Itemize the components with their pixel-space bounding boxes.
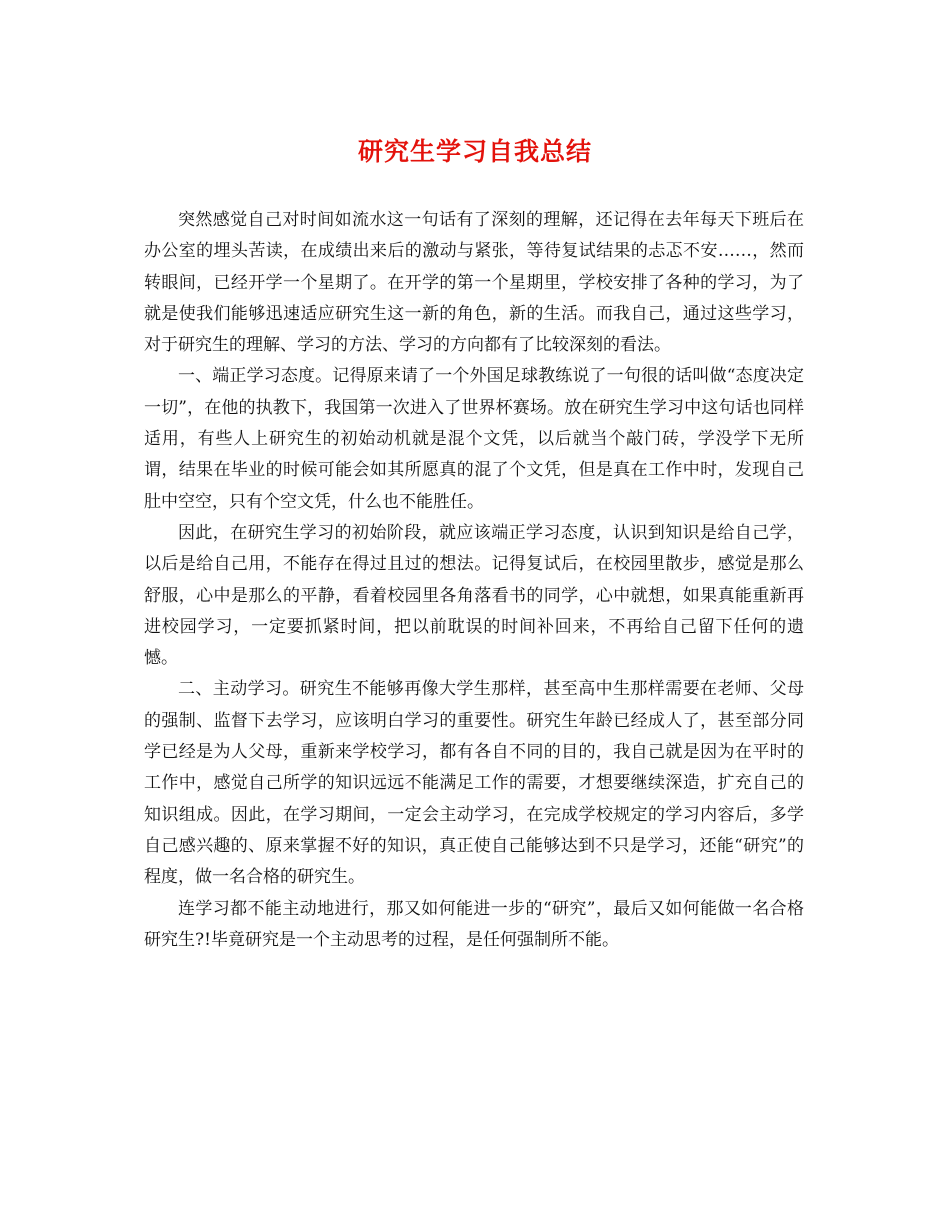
paragraph-active-learning: 二、主动学习。研究生不能够再像大学生那样，甚至高中生那样需要在老师、父母的强制、监督下去学习，应该明白学习的重要性。研究生年龄已经成人了，甚至部分同学已经是为人父母，重新来学校学习，都有各自不同的目的，我自己就是因为在平时的工作中，感觉自己所学的知识远远不能满足工作的需要，才想要继续深造，扩充自己的知识组成。因此，在学习期间，一定会主动学习，在完成学校规定的学习内容后，多学自己感兴趣的、原来掌握不好的知识，真正使自己能够达到不只是学习，还能“研究”的程度，做一名合格的研究生。 xyxy=(144,679,804,888)
document-title: 研究生学习自我总结 xyxy=(357,137,592,166)
document-body xyxy=(144,205,804,956)
paragraph-conclusion: 连学习都不能主动地进行，那又如何能进一步的“研究”，最后又如何能做一名合格研究生?!毕竟研究是一个主动思考的过程，是任何强制所不能。 xyxy=(144,898,804,950)
paragraph-intro: 突然感觉自己对时间如流水这一句话有了深刻的理解，还记得在去年每天下班后在办公室的埋头苦读，在成绩出来后的激动与紧张，等待复试结果的忐忑不安……，然而转眼间，已经开学一个星期了。在开学的第一个星期里，学校安排了各种的学习，为了就是使我们能够迅速适应研究生这一新的角色，新的生活。而我自己，通过这些学习，对于研究生的理解、学习的方法、学习的方向都有了比较深刻的看法。 xyxy=(144,210,804,356)
paragraph-attitude: 一、端正学习态度。记得原来请了一个外国足球教练说了一句很的话叫做“态度决定一切”，在他的执教下，我国第一次进入了世界杯赛场。放在研究生学习中这句话也同样适用，有些人上研究生的初始动机就是混个文凭，以后就当个敲门砖，学没学下无所谓，结果在毕业的时候可能会如其所愿真的混了个文凭，但是真在工作中时，发现自己肚中空空，只有个空文凭，什么也不能胜任。 xyxy=(144,366,804,512)
paragraph-therefore: 因此，在研究生学习的初始阶段，就应该端正学习态度，认识到知识是给自己学，以后是给自己用，不能存在得过且过的想法。记得复试后，在校园里散步，感觉是那么舒服，心中是那么的平静，看着校园里各角落看书的同学，心中就想，如果真能重新再进校园学习，一定要抓紧时间，把以前耽误的时间补回来，不再给自己留下任何的遗憾。 xyxy=(144,522,804,669)
